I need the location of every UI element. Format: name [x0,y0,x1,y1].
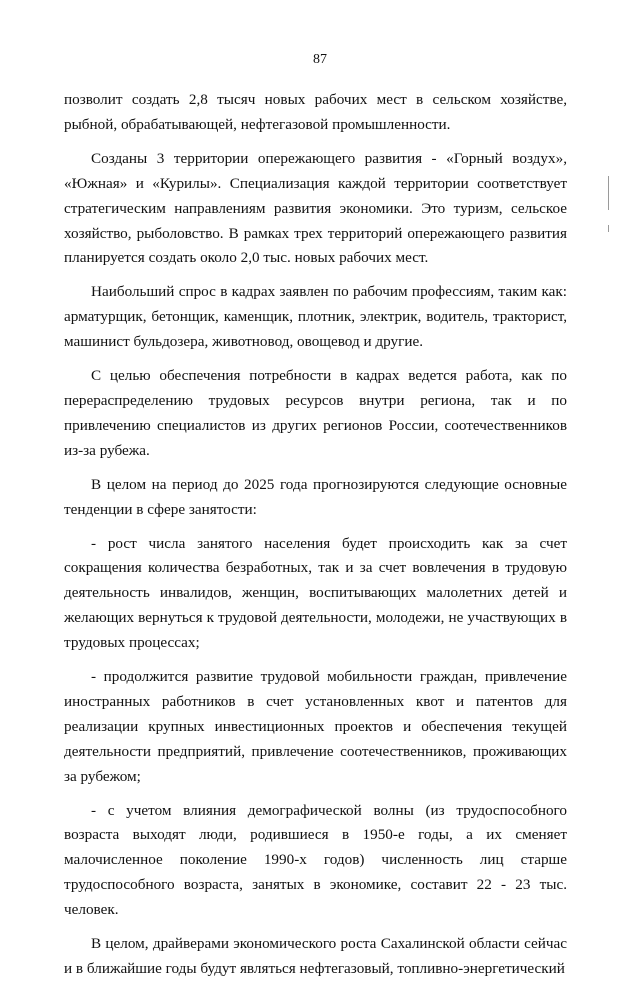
margin-scan-mark [608,225,609,232]
list-item-employment-growth: - рост числа занятого населения будет происходить как за счет сокращения количества безработных, так и за счет вовлечения в трудовую деятельность инвалидов, женщин, воспитывающих малолетних детей и желающих вернуться к трудовой деятельности, молодежи, не участвующих в трудовых процессах; [64,534,567,652]
paragraph-demand-professions: Наибольший спрос в кадрах заявлен по рабочим профессиям, таким как: арматурщик, бетонщик, каменщик, плотник, электрик, водитель, тракторист, машинист бульдозера, животновод, овощевод и другие. [64,283,567,351]
paragraph-advanced-territories: Созданы 3 территории опережающего развития - «Горный воздух», «Южная» и «Курилы». Специализация каждой территории соответствует стратегическим направлениям развития экономики. Это туризм, сельское хозяйство, рыболовство. В рамках трех территорий опережающего развития планируется создать около 2,0 тыс. новых рабочих мест. [64,149,567,267]
list-item-labor-mobility: - продолжится развитие трудовой мобильности граждан, привлечение иностранных работников в счет установленных квот и патентов для реализации крупных инвестиционных проектов и обеспечения текущей деятельности предприятий, привлечение соотечественников, проживающих за рубежом; [64,668,567,785]
list-item-demographic-wave: - с учетом влияния демографической волны (из трудоспособного возраста выходят люди, родившиеся в 1950-е годы, а их сменяет малочисленное поколение 1990-х годов) численность лиц старше трудоспособного возраста, занятых в экономике, составит 22 - 23 тыс. человек. [64,801,567,919]
margin-scan-mark [608,176,609,210]
page-number: 87 [313,52,327,67]
paragraph-continuation: позволит создать 2,8 тысяч новых рабочих мест в сельском хозяйстве, рыбной, обрабатывающей, нефтегазовой промышленности. [64,91,567,133]
document-body [64,88,567,991]
paragraph-growth-drivers: В целом, драйверами экономического роста Сахалинской области сейчас и в ближайшие годы будут являться нефтегазовый, топливно-энергетический [64,935,567,977]
paragraph-forecast-intro: В целом на период до 2025 года прогнозируются следующие основные тенденции в сфере занятости: [64,475,567,518]
paragraph-staffing-work: С целью обеспечения потребности в кадрах ведется работа, как по перераспределению трудовых ресурсов внутри региона, так и по привлечению специалистов из других регионов России, соотечественников из-за рубежа. [64,367,567,459]
